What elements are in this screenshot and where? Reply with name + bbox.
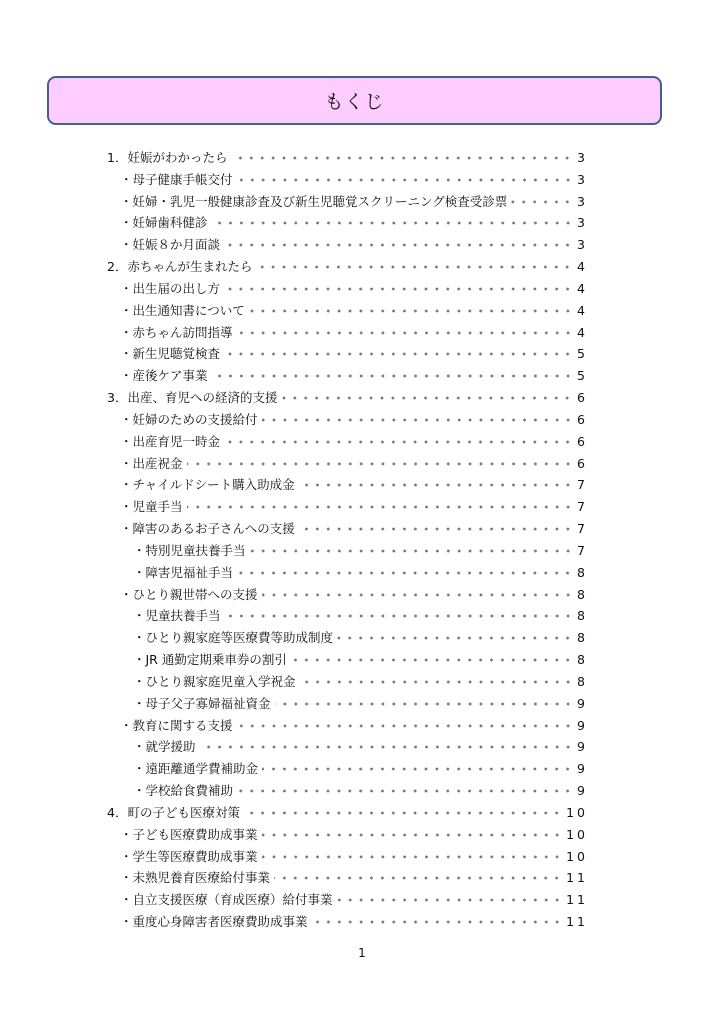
toc-section-entry[interactable]	[0, 147, 588, 169]
toc-entry-label: ・学生等医療費助成事業	[120, 848, 258, 864]
leader-dots	[224, 234, 573, 256]
toc-entry-label: ・出産祝金	[120, 455, 183, 471]
toc-entry-page: 7	[577, 499, 588, 515]
toc-entry-label: 3．出産、育児への経済的支援	[107, 390, 278, 406]
toc-entry-page: 9	[577, 761, 588, 777]
leader-dots	[237, 715, 574, 737]
toc-entry-label: ・母子父子寡婦福祉資金	[133, 695, 271, 711]
toc-entry-page: 4	[577, 259, 588, 275]
toc-entry-label: ・特別児童扶養手当	[133, 542, 246, 558]
toc-entry[interactable]	[0, 343, 588, 365]
toc-entry-page: 3	[577, 150, 588, 165]
leader-dots	[262, 584, 574, 606]
toc-entry-label: 2．赤ちゃんが生まれたら	[107, 259, 253, 275]
page-title: もくじ	[324, 91, 385, 113]
toc-entry[interactable]	[0, 758, 588, 780]
toc-entry-label: ・チャイルドシート購入助成金	[120, 477, 295, 493]
toc-entry[interactable]	[0, 191, 588, 213]
leader-dots	[237, 562, 573, 584]
leader-dots	[299, 474, 573, 496]
toc-entry[interactable]	[0, 518, 588, 540]
toc-entry-label: 4．町の子ども医療対策	[107, 804, 240, 820]
leader-dots	[212, 212, 574, 234]
toc-entry-label: ・就学援助	[133, 739, 196, 755]
toc-entry-label: ・子ども医療費助成事業	[120, 826, 258, 842]
toc-entry-page: 8	[577, 564, 588, 580]
toc-entry-page: 8	[577, 586, 588, 602]
toc-entry-page: 7	[577, 521, 588, 537]
toc-entry[interactable]	[0, 474, 588, 496]
toc-section-entry[interactable]	[0, 802, 588, 824]
toc-entry-label: ・新生児聴覚検査	[120, 346, 221, 362]
toc-entry-page: 9	[577, 739, 588, 755]
leader-dots	[237, 780, 573, 802]
toc-entry[interactable]	[0, 212, 588, 234]
leader-dots	[249, 300, 573, 322]
toc-entry-label: ・遠距離通学費補助金	[133, 761, 259, 777]
toc-section-entry[interactable]	[0, 387, 588, 409]
leader-dots	[224, 431, 573, 453]
toc-entry-label: ・教育に関する支援	[120, 717, 233, 733]
leader-dots	[262, 758, 573, 780]
leader-dots	[187, 453, 574, 475]
leader-dots	[237, 169, 574, 191]
leader-dots	[187, 496, 574, 518]
toc-entry-label: ・JR 通勤定期乗車券の割引	[133, 652, 287, 668]
toc-entry-page: 3	[577, 215, 588, 231]
toc-title-box	[47, 76, 662, 125]
toc-entry-page: 6	[577, 455, 588, 471]
page-number: 1	[358, 946, 366, 960]
leader-dots	[212, 365, 574, 387]
toc-entry-page: 8	[577, 673, 588, 689]
toc-entry[interactable]	[0, 715, 588, 737]
toc-entry[interactable]	[0, 278, 588, 300]
toc-entry-label: ・未熟児養育医療給付事業	[120, 870, 271, 886]
leader-dots	[225, 605, 574, 627]
toc-entry[interactable]	[0, 671, 588, 693]
toc-entry-page: 10	[566, 826, 588, 842]
toc-entry[interactable]	[0, 300, 588, 322]
leader-dots	[274, 867, 562, 889]
toc-entry-label: ・学校給食費補助	[133, 783, 234, 799]
toc-entry-label: ・自立支援医療（育成医療）給付事業	[120, 892, 333, 908]
toc-entry-page: 6	[577, 433, 588, 449]
toc-entry-page: 3	[577, 193, 588, 209]
toc-entry[interactable]	[0, 627, 588, 649]
toc-entry-label: ・重度心身障害者医療費助成事業	[120, 913, 308, 929]
toc-entry-label: ・ひとり親家庭等医療費等助成制度	[133, 630, 334, 646]
toc-entry[interactable]	[0, 605, 588, 627]
toc-entry[interactable]	[0, 540, 588, 562]
toc-entry-page: 8	[577, 652, 588, 668]
toc-entry-label: ・障害のあるお子さんへの支援	[120, 521, 295, 537]
toc-entry[interactable]	[0, 453, 588, 475]
toc-entry-page: 9	[577, 783, 588, 799]
toc-entry-label: ・出産育児一時金	[120, 433, 221, 449]
toc-entry-page: 10	[566, 848, 588, 864]
leader-dots	[224, 278, 573, 300]
toc-entry-page: 4	[577, 280, 588, 296]
toc-entry[interactable]	[0, 562, 588, 584]
leader-dots	[312, 911, 563, 933]
toc-entry-label: ・妊婦歯科健診	[120, 215, 208, 231]
toc-entry-page: 5	[577, 346, 588, 362]
toc-entry-label: ・出生通知書について	[120, 302, 245, 318]
toc-entry-page: 11	[566, 870, 588, 886]
toc-entry[interactable]	[0, 234, 588, 256]
toc-entry-page: 8	[577, 630, 588, 646]
toc-entry-page: 4	[577, 324, 588, 340]
toc-entry[interactable]	[0, 736, 588, 758]
leader-dots	[337, 627, 573, 649]
toc-entry-label: ・障害児福祉手当	[133, 564, 234, 580]
toc-entry[interactable]	[0, 322, 588, 344]
toc-entry-label: ・児童扶養手当	[133, 608, 221, 624]
leader-dots	[511, 191, 573, 213]
leader-dots	[231, 147, 573, 169]
toc-entry-label: ・出生届の出し方	[120, 280, 221, 296]
leader-dots	[237, 322, 574, 344]
toc-entry-page: 7	[577, 542, 588, 558]
toc-entry[interactable]	[0, 911, 588, 933]
toc-entry-page: 3	[577, 171, 588, 187]
toc-entry-page: 9	[577, 695, 588, 711]
toc-entry-label: ・児童手当	[120, 499, 183, 515]
toc-entry[interactable]	[0, 867, 588, 889]
leader-dots	[281, 387, 573, 409]
toc-entry-page: 4	[577, 302, 588, 318]
toc-entry-label: ・妊婦のための支援給付	[120, 411, 258, 427]
leader-dots	[200, 736, 574, 758]
toc-entry[interactable]	[0, 365, 588, 387]
leader-dots	[262, 824, 563, 846]
toc-entry-page: 6	[577, 411, 588, 427]
leader-dots	[224, 343, 573, 365]
toc-entry-page: 7	[577, 477, 588, 493]
toc-entry-label: ・ひとり親世帯への支援	[120, 586, 258, 602]
toc-entry-page: 3	[577, 237, 588, 253]
toc-entry-label: ・妊婦・乳児一般健康診査及び新生児聴覚スクリーニング検査受診票	[120, 193, 508, 209]
toc-entry[interactable]	[0, 693, 588, 715]
toc-entry-page: 10	[566, 804, 588, 820]
toc-entry-label: ・産後ケア事業	[120, 368, 208, 384]
toc-entry-page: 11	[566, 913, 588, 929]
toc-entry[interactable]	[0, 169, 588, 191]
toc-entry-label: 1．妊娠がわかったら	[107, 150, 228, 165]
leader-dots	[337, 889, 563, 911]
leader-dots	[299, 518, 573, 540]
leader-dots	[250, 540, 574, 562]
leader-dots	[300, 671, 574, 693]
toc-entry[interactable]	[0, 824, 588, 846]
leader-dots	[256, 256, 573, 278]
leader-dots	[244, 802, 562, 824]
toc-entry[interactable]	[0, 496, 588, 518]
toc-entry-label: ・妊娠８か月面談	[120, 237, 221, 253]
toc-entry[interactable]	[0, 649, 588, 671]
toc-entry[interactable]	[0, 409, 588, 431]
toc-entry-label: ・ひとり親家庭児童入学祝金	[133, 673, 296, 689]
toc-entry[interactable]	[0, 584, 588, 606]
toc-entry-label: ・母子健康手帳交付	[120, 171, 233, 187]
leader-dots	[291, 649, 573, 671]
leader-dots	[262, 409, 574, 431]
toc-entry[interactable]	[0, 846, 588, 868]
toc-entry-page: 5	[577, 368, 588, 384]
toc-entry-page: 9	[577, 717, 588, 733]
toc-entry-label: ・赤ちゃん訪問指導	[120, 324, 233, 340]
table-of-contents	[0, 147, 724, 933]
toc-entry[interactable]	[0, 889, 588, 911]
leader-dots	[262, 846, 563, 868]
toc-entry[interactable]	[0, 431, 588, 453]
toc-section-entry[interactable]	[0, 256, 588, 278]
toc-entry-page: 6	[577, 390, 588, 406]
toc-entry-page: 11	[566, 892, 588, 908]
toc-entry-page: 8	[577, 608, 588, 624]
leader-dots	[275, 693, 574, 715]
toc-entry[interactable]	[0, 780, 588, 802]
